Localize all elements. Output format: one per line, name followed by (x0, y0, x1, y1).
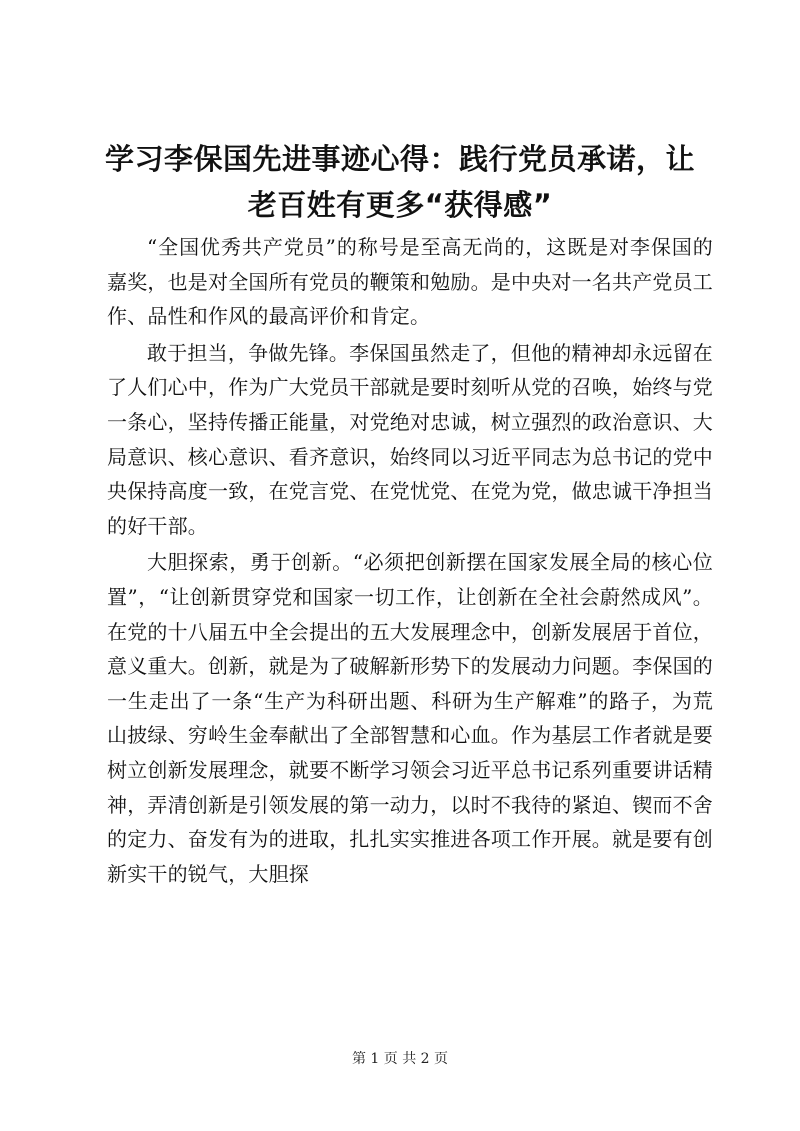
document-title: 学习李保国先进事迹心得：践行党员承诺，让老百姓有更多“获得感” (104, 142, 695, 222)
paragraph-innovation: 大胆探索，勇于创新。“必须把创新摆在国家发展全局的核心位置”，“让创新贯穿党和国家一切工作，让创新在全社会蔚然成风”。在党的十八届五中全会提出的五大发展理念中，创新发展居于首位，意义重大。创新，就是为了破解新形势下的发展动力问题。李保国的一生走出了一条“生产为科研出题、科研为生产解难”的路子，为荒山披绿、穷岭生金奉献出了全部智慧和心血。作为基层工作者就是要树立创新发展理念，就要不断学习领会习近平总书记系列重要讲话精神，弄清创新是引领发展的第一动力，以时不我待的紧迫、锲而不舍的定力、奋发有为的进取，扎扎实实推进各项工作开展。就是要有创新实干的锐气，大胆探 (107, 550, 713, 886)
paragraph-intro: “全国优秀共产党员”的称号是至高无尚的，这既是对李保国的嘉奖，也是对全国所有党员的鞭策和勉励。是中央对一名共产党员工作、品性和作风的最高评价和肯定。 (107, 235, 713, 329)
paragraph-responsibility: 敢于担当，争做先锋。李保国虽然走了，但他的精神却永远留在了人们心中，作为广大党员干部就是要时刻听从党的召唤，始终与党一条心，坚持传播正能量，对党绝对忠诚，树立强烈的政治意识、大局意识、核心意识、看齐意识，始终同以习近平同志为总书记的党中央保持高度一致，在党言党、在党忧党、在党为党，做忠诚干净担当的好干部。 (107, 340, 713, 538)
page-number-footer: 第 1 页 共 2 页 (351, 1051, 449, 1067)
document-body (107, 230, 713, 893)
